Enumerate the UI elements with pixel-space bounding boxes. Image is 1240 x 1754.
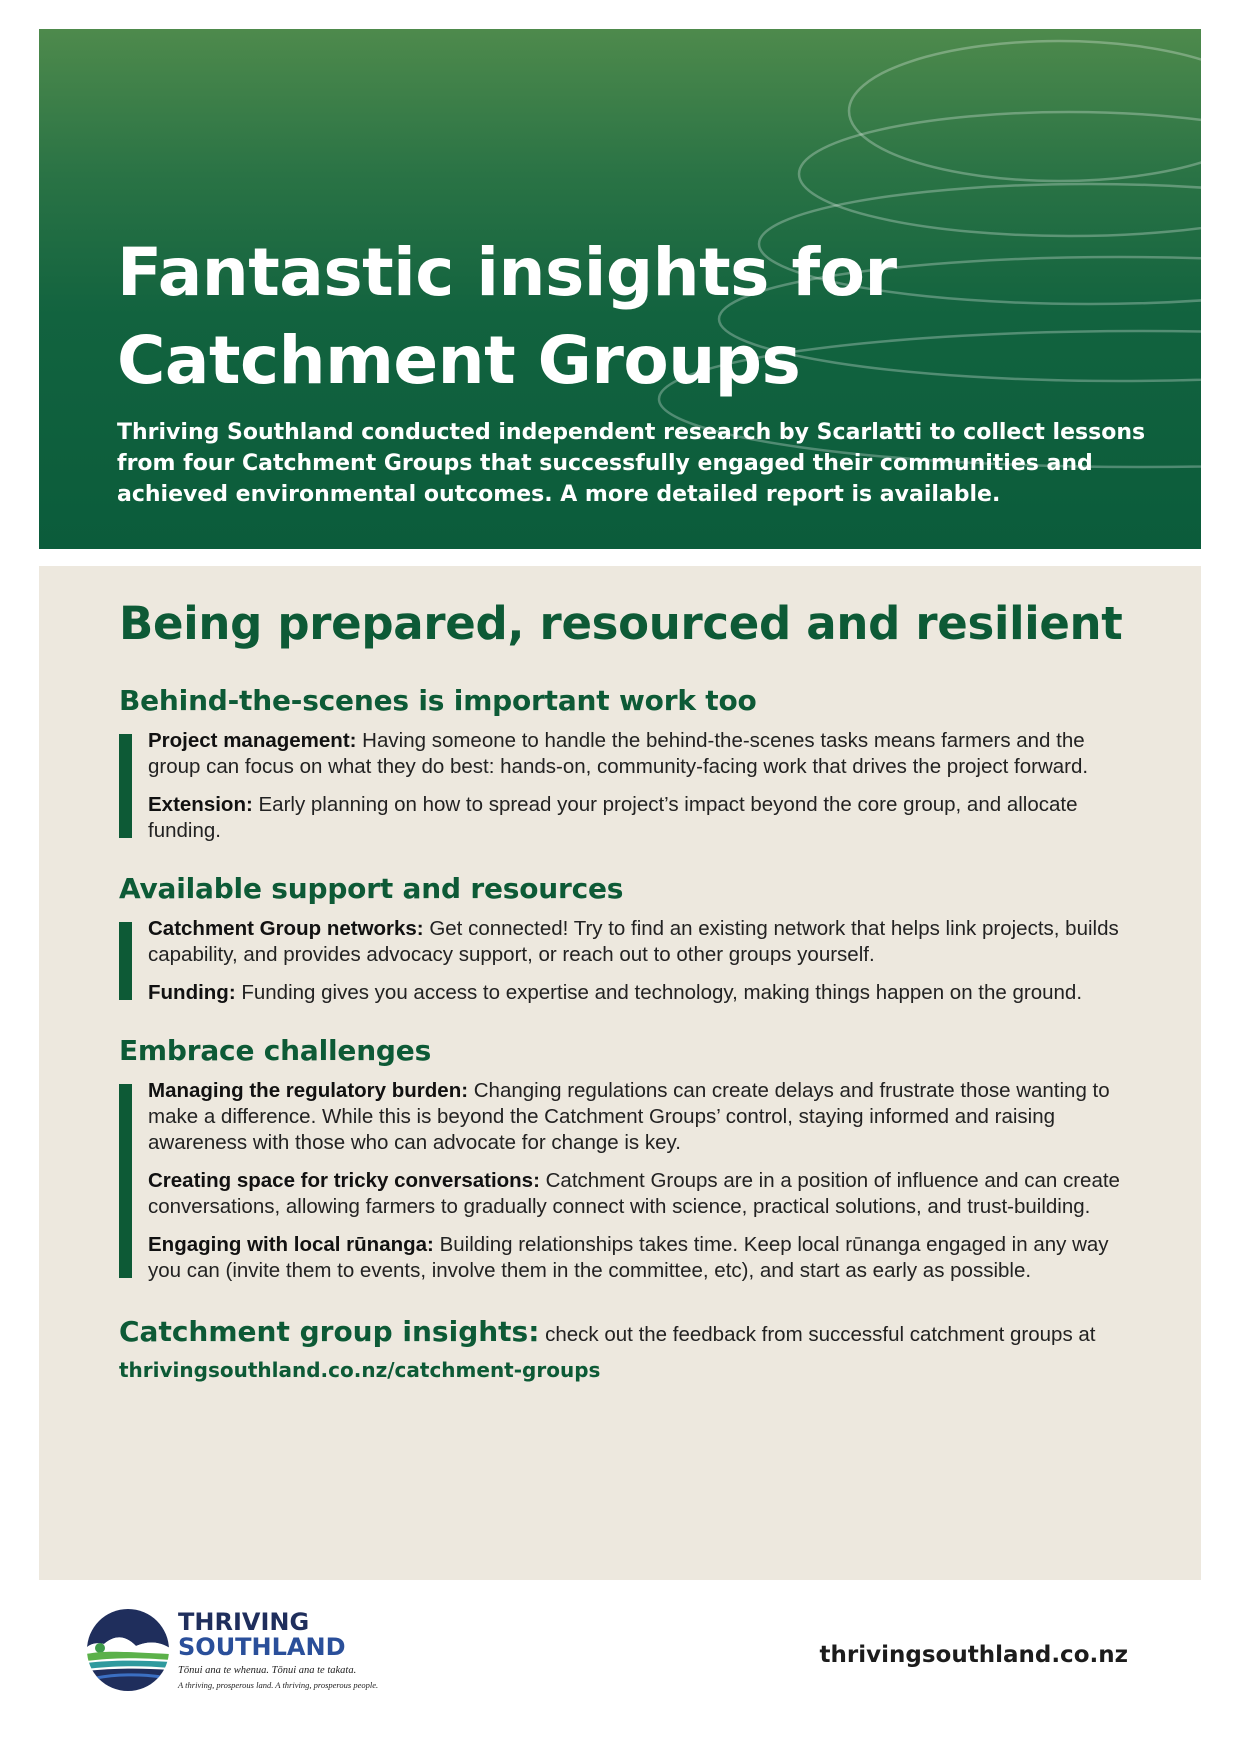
section-support-resources bbox=[119, 870, 1129, 1006]
logo-line-1: THRIVING bbox=[178, 1608, 310, 1636]
content-panel bbox=[39, 566, 1201, 1580]
item-extension bbox=[148, 792, 1129, 844]
main-heading: Being prepared, resourced and resilient bbox=[119, 597, 1123, 650]
logo-wordmark bbox=[178, 1610, 346, 1660]
item-project-management bbox=[148, 728, 1129, 780]
section-behind-the-scenes bbox=[119, 682, 1129, 844]
logo-emblem-icon bbox=[86, 1608, 170, 1692]
accent-bar bbox=[119, 1084, 132, 1278]
callout-text: check out the feedback from successful catchment groups at bbox=[539, 1323, 1096, 1346]
item-regulatory-burden bbox=[148, 1078, 1129, 1156]
section-heading: Behind-the-scenes is important work too bbox=[119, 684, 757, 717]
item-tricky-conversations bbox=[148, 1168, 1129, 1220]
hero-banner bbox=[39, 29, 1201, 549]
item-text: Building relationships takes time. Keep local rūnanga engaged in any way you can (invite them to events, involve them in the committee, etc), and start as early as possible. bbox=[148, 1233, 1109, 1282]
item-group bbox=[119, 728, 1129, 844]
page-title bbox=[117, 229, 1017, 405]
catchment-groups-link[interactable]: thrivingsouthland.co.nz/catchment-groups bbox=[119, 1358, 601, 1382]
item-group bbox=[119, 1078, 1129, 1284]
item-text: Having someone to handle the behind-the-scenes tasks means farmers and the group can focus on what they do best: hands-on, community-facing work that drives the project forward. bbox=[148, 729, 1089, 778]
item-text: Changing regulations can create delays and frustrate those wanting to make a difference. While this is beyond the Catchment Groups’ control, staying informed and raising awareness with those who can advocate for change is key. bbox=[148, 1079, 1110, 1154]
intro-paragraph: Thriving Southland conducted independent research by Scarlatti to collect lessons from four Catchment Groups that successfully engaged their communities and achieved environmental outcomes. A more detailed report is available. bbox=[117, 420, 1146, 507]
section-heading: Available support and resources bbox=[119, 872, 624, 905]
item-catchment-networks bbox=[148, 916, 1129, 968]
callout-lead: Catchment group insights: bbox=[119, 1315, 540, 1348]
item-lead: Managing the regulatory burden: bbox=[148, 1079, 469, 1102]
item-lead: Extension: bbox=[148, 793, 253, 816]
item-lead: Funding: bbox=[148, 981, 236, 1004]
footer-website-link[interactable]: thrivingsouthland.co.nz bbox=[819, 1642, 1128, 1668]
item-text: Get connected! Try to find an existing network that helps link projects, builds capability, and provides advocacy support, or reach out to other groups yourself. bbox=[148, 917, 1119, 966]
logo-tagline-maori: Tōnui ana te whenua. Tōnui ana te takata. bbox=[178, 1665, 357, 1676]
item-lead: Creating space for tricky conversations: bbox=[148, 1169, 540, 1192]
section-embrace-challenges bbox=[119, 1032, 1129, 1284]
content-body bbox=[119, 594, 1129, 1387]
item-lead: Catchment Group networks: bbox=[148, 917, 424, 940]
item-local-runanga bbox=[148, 1232, 1129, 1284]
item-group bbox=[119, 916, 1129, 1006]
accent-bar bbox=[119, 734, 132, 838]
item-lead: Engaging with local rūnanga: bbox=[148, 1233, 434, 1256]
title-line-2: Catchment Groups bbox=[117, 322, 801, 399]
item-text: Funding gives you access to expertise and technology, making things happen on the ground. bbox=[235, 981, 1083, 1004]
insights-callout bbox=[119, 1314, 1129, 1387]
item-text: Early planning on how to spread your project’s impact beyond the core group, and allocate funding. bbox=[148, 793, 1078, 842]
title-line-1: Fantastic insights for bbox=[117, 234, 897, 311]
thriving-southland-logo[interactable] bbox=[86, 1606, 406, 1702]
accent-bar bbox=[119, 922, 132, 1000]
section-heading: Embrace challenges bbox=[119, 1034, 432, 1067]
item-text: Catchment Groups are in a position of influence and can create conversations, allowing farmers to gradually connect with science, practical solutions, and trust-building. bbox=[148, 1169, 1120, 1218]
item-funding bbox=[148, 980, 1129, 1006]
logo-tagline-english: A thriving, prosperous land. A thriving, prosperous people. bbox=[178, 1680, 379, 1690]
logo-line-2: SOUTHLAND bbox=[178, 1633, 346, 1661]
item-lead: Project management: bbox=[148, 729, 357, 752]
